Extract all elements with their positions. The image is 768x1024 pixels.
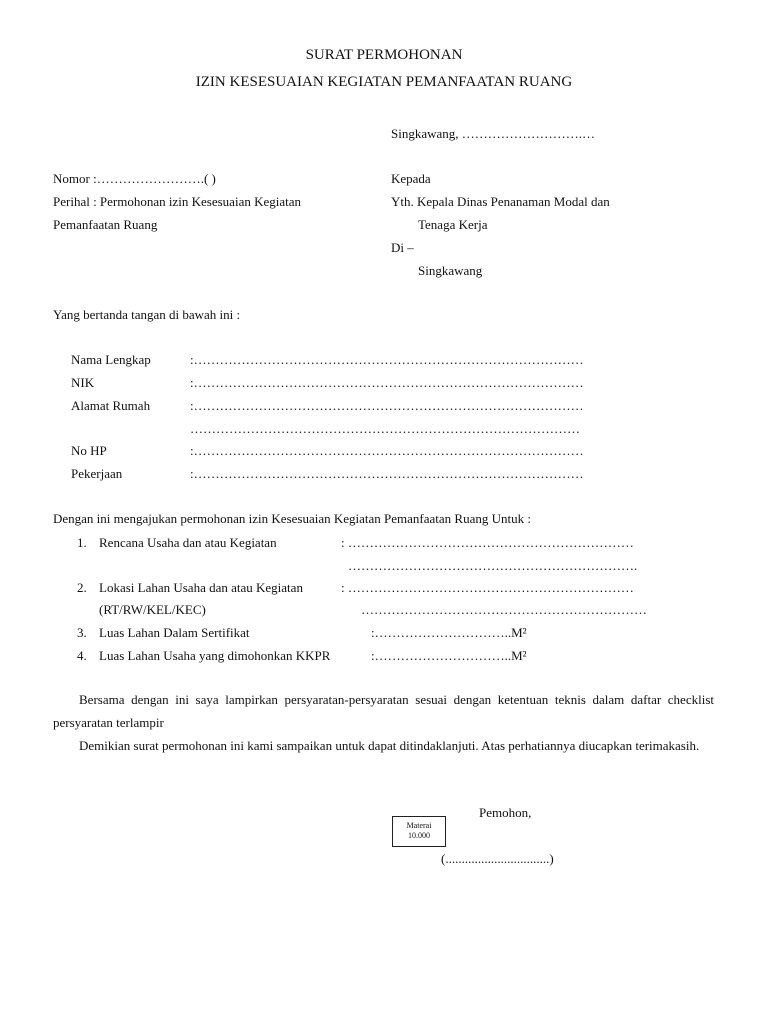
item-value: …………………………………………………………. — [348, 558, 638, 573]
intro-text: Yang bertanda tangan di bawah ini : — [53, 307, 241, 322]
field-value: :……………………………………………………………………………… — [190, 466, 584, 481]
title-line-1: SURAT PERMOHONAN — [305, 47, 463, 63]
field-label: NIK — [71, 375, 95, 390]
field-value: :……………………………………………………………………………… — [190, 398, 584, 413]
request-intro: Dengan ini mengajukan permohonan izin Kesesuaian Kegiatan Pemanfaatan Ruang Untuk : — [53, 511, 531, 526]
item-label: Luas Lahan Usaha yang dimohonkan KKPR — [99, 648, 331, 663]
title-line-2: IZIN KESESUAIAN KEGIATAN PEMANFAATAN RUANG — [195, 74, 573, 90]
closing-paragraph-text: Demikian surat permohonan ini kami sampaikan untuk dapat ditindaklanjuti. Atas perhatiannya diucapkan terimakasih. — [79, 738, 700, 753]
item-label: Rencana Usaha dan atau Kegiatan — [99, 535, 277, 550]
item-value: : ………………………………………………………… — [341, 535, 634, 550]
materai-stamp-box — [392, 816, 446, 847]
perihal-line-1: Perihal : Permohonan izin Kesesuaian Kegiatan — [53, 194, 302, 209]
recipient-di: Di – — [391, 240, 414, 255]
signature-name-placeholder: (................................) — [441, 851, 554, 866]
field-value: :……………………………………………………………………………… — [190, 443, 584, 458]
field-value: ……………………………………………………………………………… — [190, 421, 580, 436]
item-number: 3. — [77, 625, 87, 640]
item-number: 4. — [77, 648, 87, 663]
item-number: 1. — [77, 535, 87, 550]
field-label: No HP — [71, 443, 107, 458]
nomor-line: Nomor :…………………….( ) — [53, 171, 216, 186]
place-date: Singkawang, ……………………….… — [391, 126, 596, 141]
field-label: Pekerjaan — [71, 466, 123, 481]
field-value: :……………………………………………………………………………… — [190, 352, 584, 367]
attachment-paragraph-text: Bersama dengan ini saya lampirkan persyaratan-persyaratan sesuai dengan ketentuan teknis dalam daftar checklist persyaratan terlampir — [53, 692, 714, 730]
signature-label: Pemohon, — [479, 805, 532, 820]
field-label: Alamat Rumah — [71, 398, 151, 413]
item-label: Lokasi Lahan Usaha dan atau Kegiatan — [99, 580, 303, 595]
field-label: Nama Lengkap — [71, 352, 151, 367]
recipient-city: Singkawang — [418, 263, 483, 278]
item-label: Luas Lahan Dalam Sertifikat — [99, 625, 250, 640]
perihal-line-2: Pemanfaatan Ruang — [53, 217, 158, 232]
field-value: :……………………………………………………………………………… — [190, 375, 584, 390]
item-value: ………………………………………………………… — [361, 602, 647, 617]
materai-value: 10.000 — [408, 831, 430, 840]
recipient-title: Yth. Kepala Dinas Penanaman Modal dan — [391, 194, 610, 209]
closing-paragraph — [53, 734, 714, 757]
recipient-title-cont: Tenaga Kerja — [418, 217, 488, 232]
attachment-paragraph — [53, 688, 714, 734]
recipient-kepada: Kepada — [391, 171, 431, 186]
item-value: :…………………………..M² — [371, 625, 527, 640]
item-value: :…………………………..M² — [371, 648, 527, 663]
item-label: (RT/RW/KEL/KEC) — [99, 602, 206, 617]
item-number: 2. — [77, 580, 87, 595]
materai-label: Materai — [406, 821, 432, 830]
item-value: : ………………………………………………………… — [341, 580, 634, 595]
